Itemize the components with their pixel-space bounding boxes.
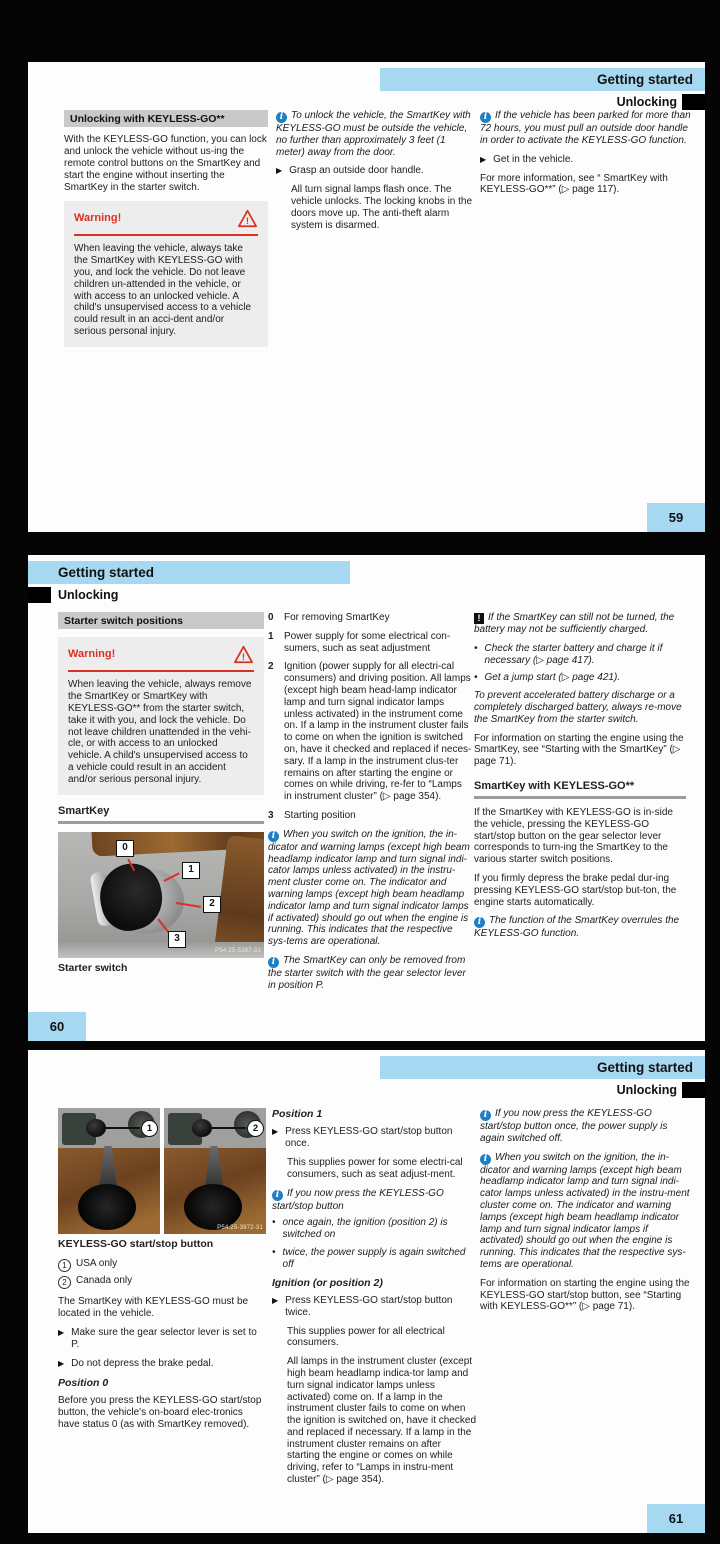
column-left bbox=[58, 612, 264, 982]
chapter-tab-marker bbox=[682, 1082, 705, 1098]
intro-paragraph: With the KEYLESS-GO function, you can lock and unlock the vehicle without us-ing the remote control buttons on the SmartKey and start the engine without inserting the SmartKey in the starter switch. bbox=[64, 134, 267, 193]
warning-body: When leaving the vehicle, always remove the SmartKey or SmartKey with KEYLESS-GO** from the starter switch, take it with you, and lock the vehicle. Do not leave children unattended in the vehi-cle, or with access to an unlocked vehicle. A child's unsupervised access to a vehicle could result in an accident and/or serious personal injury. bbox=[68, 679, 252, 785]
info-icon: i bbox=[480, 1110, 491, 1121]
figure-caption: KEYLESS-GO start/stop button bbox=[58, 1238, 214, 1250]
section-subtitle: Unlocking bbox=[616, 95, 677, 109]
callout-3: 3 bbox=[168, 931, 186, 948]
info-note: i If you now press the KEYLESS-GO start/stop button bbox=[272, 1187, 444, 1212]
instruction-step: ▶ Press KEYLESS-GO start/stop button once. bbox=[272, 1126, 453, 1150]
instruction-step: ▶ Do not depress the brake pedal. bbox=[58, 1357, 214, 1369]
warning-box bbox=[58, 637, 264, 794]
bullet-item: • once again, the ignition (position 2) is switched on bbox=[272, 1217, 448, 1241]
info-icon: i bbox=[480, 112, 491, 123]
bullet-icon: • bbox=[272, 1217, 276, 1229]
step-arrow-icon: ▶ bbox=[480, 154, 487, 164]
figure-heading: SmartKey bbox=[58, 805, 264, 824]
body-paragraph: Before you press the KEYLESS-GO start/stop button, the vehicle's on-board elec-tronics have status 0 (as with SmartKey removed). bbox=[58, 1394, 262, 1430]
chapter-header bbox=[28, 561, 350, 584]
bullet-item: • Check the starter battery and charge it if necessary (▷ page 417). bbox=[474, 642, 663, 666]
chapter-tab-marker bbox=[28, 587, 51, 603]
circled-number: 2 bbox=[58, 1276, 71, 1289]
info-icon: i bbox=[474, 917, 485, 928]
chapter-header bbox=[380, 1056, 705, 1079]
legend-item: 2 Canada only bbox=[58, 1275, 266, 1289]
column-middle bbox=[276, 110, 476, 239]
column-middle bbox=[268, 612, 472, 999]
column-right bbox=[480, 1108, 692, 1320]
step-arrow-icon: ▶ bbox=[58, 1327, 65, 1337]
instruction-step: ▶ Press KEYLESS-GO start/stop button twice. bbox=[272, 1294, 453, 1318]
info-icon: i bbox=[268, 957, 279, 968]
shifter-boot bbox=[184, 1184, 242, 1230]
step-result: All turn signal lamps flash once. The vehicle unlocks. The locking knobs in the doors move up. The anti-theft alarm system is disarmed. bbox=[291, 184, 473, 231]
warning-body: When leaving the vehicle, always take the SmartKey with KEYLESS-GO with you, and lock the vehicle. Do not leave children un-attended in the vehicle, or with access to an unlocked vehicle. A child's unsupervised access to a vehicle could result in an acci-dent and/or serious personal injury. bbox=[74, 243, 252, 337]
callout-1: 1 bbox=[182, 862, 200, 879]
chapter-title: Getting started bbox=[596, 1060, 693, 1075]
manual-page-59 bbox=[28, 62, 705, 532]
bullet-item: • Get a jump start (▷ page 421). bbox=[474, 672, 621, 684]
body-paragraph: All lamps in the instrument cluster (except high beam headlamp indica-tor lamp and turn signal indicator lamps unless activated) come on. If a lamp in the instrument cluster fails to come on when the ignition is switched on, have it checked and replaced if necessary. If a lamp in the instrument cluster remains on after starting the engine or comes on while driving, refer to “Lamps in instru-ment cluster” (▷ page 354). bbox=[287, 1356, 476, 1486]
position-heading: Position 1 bbox=[272, 1108, 323, 1120]
info-icon: i bbox=[272, 1190, 283, 1201]
section-subtitle: Unlocking bbox=[58, 588, 119, 602]
note-icon: ! bbox=[474, 613, 484, 624]
page-number: 60 bbox=[28, 1012, 86, 1041]
chapter-header bbox=[380, 68, 705, 91]
manual-page-60 bbox=[28, 555, 705, 1041]
column-left bbox=[64, 110, 268, 357]
step-arrow-icon: ▶ bbox=[272, 1127, 279, 1137]
keyless-go-photo-usa bbox=[58, 1108, 160, 1234]
info-note: i If the vehicle has been parked for more than 72 hours, you must pull an outside door handle in order to activate the KEYLESS-GO function. bbox=[480, 110, 691, 146]
position-item: 1 Power supply for some electrical con-sumers, such as seat adjustment bbox=[268, 630, 451, 654]
instruction-step: ▶ Get in the vehicle. bbox=[480, 153, 574, 165]
step-result: This supplies power for some electri-cal consumers, such as seat adjust-ment. bbox=[287, 1156, 463, 1180]
manual-page-61 bbox=[28, 1050, 705, 1533]
bullet-item: • twice, the power supply is again switched off bbox=[272, 1246, 466, 1270]
chapter-title: Getting started bbox=[596, 72, 693, 87]
info-note: i The function of the SmartKey overrules the KEYLESS-GO function. bbox=[474, 915, 680, 940]
warning-title: Warning! bbox=[68, 648, 116, 661]
chapter-title: Getting started bbox=[58, 565, 155, 580]
shifter-boot bbox=[78, 1184, 136, 1230]
chapter-tab-marker bbox=[682, 94, 705, 110]
page-number: 59 bbox=[647, 503, 705, 532]
step-arrow-icon: ▶ bbox=[58, 1358, 65, 1368]
step-arrow-icon: ▶ bbox=[276, 166, 283, 176]
bullet-icon: • bbox=[474, 642, 478, 654]
info-note: i When you switch on the ignition, the in-dicator and warning lamps (except high beam headlamp indicator lamp and turn signal indi-cator lamps unless activated) in the instru-ment cluster come on. The indicator and warning lamps (except high beam headlamp indicator lamp and turn signal indicator lamps if activated) should go out when the engine is running. This indicates that the respective sys-tems are operational. bbox=[268, 828, 470, 948]
column-right bbox=[474, 612, 686, 947]
section-title-bar: Starter switch positions bbox=[58, 612, 264, 629]
position-item: 2 Ignition (power supply for all electri-cal consumers) and driving position. All lamps (except high beam head-lamp indicator lamp and turn signal indicator lamps unless activated) in the instrument come on. If a lamp in the instrument cluster fails to come on when the ignition is switched on, have it checked and replaced if neces-sary. If a lamp in the instrument clus-ter remains on after starting the engine or comes on while driving, re-fer to “Lamps in instrument cluster” (▷ page 354). bbox=[268, 661, 472, 803]
step-arrow-icon: ▶ bbox=[272, 1295, 279, 1305]
callout-0: 0 bbox=[116, 840, 134, 857]
photo-code: P54.25-3972-31 bbox=[217, 1224, 263, 1231]
warning-title: Warning! bbox=[74, 212, 122, 225]
body-paragraph: If the SmartKey with KEYLESS-GO is in-side the vehicle, pressing the KEYLESS-GO start/stop button on the gear selector lever corresponds to turn-ing the SmartKey to the various starter switch positions. bbox=[474, 806, 673, 866]
info-note: i The SmartKey can only be removed from the starter switch with the gear selector lever in position P. bbox=[268, 954, 466, 991]
callout-2: 2 bbox=[203, 896, 221, 913]
section-title-bar: Unlocking with KEYLESS-GO** bbox=[64, 110, 268, 127]
position-heading: Position 0 bbox=[58, 1376, 109, 1389]
body-paragraph: The SmartKey with KEYLESS-GO must be located in the vehicle. bbox=[58, 1296, 249, 1320]
position-number: 3 bbox=[268, 809, 274, 821]
bullet-icon: • bbox=[474, 672, 478, 684]
bullet-icon: • bbox=[272, 1246, 276, 1258]
info-icon: i bbox=[480, 1154, 491, 1165]
instruction-step: ▶ Make sure the gear selector lever is set to P. bbox=[58, 1326, 257, 1350]
body-paragraph: If you firmly depress the brake pedal dur-ing pressing KEYLESS-GO start/stop but-ton, the engine starts automatically. bbox=[474, 872, 677, 908]
cross-reference: For information on starting the engine using the KEYLESS-GO start/stop button, see “Starting with KEYLESS-GO**” (▷ page 71). bbox=[480, 1277, 690, 1313]
info-note: i If you now press the KEYLESS-GO start/stop button once, the power supply is again switched off. bbox=[480, 1108, 668, 1144]
callout-line bbox=[104, 1127, 140, 1129]
info-icon: i bbox=[268, 831, 279, 842]
position-heading: Ignition (or position 2) bbox=[272, 1276, 383, 1289]
circled-number: 1 bbox=[58, 1259, 71, 1272]
keyless-go-photo-canada bbox=[164, 1108, 266, 1234]
cross-reference: For information on starting the engine using the SmartKey, see “Starting with the SmartKey” (▷ page 71). bbox=[474, 732, 684, 768]
info-icon: i bbox=[276, 112, 287, 123]
position-number: 0 bbox=[268, 612, 274, 623]
warning-triangle-icon bbox=[233, 645, 254, 664]
column-left bbox=[58, 1108, 266, 1437]
svg-text:!: ! bbox=[245, 216, 250, 228]
svg-text:!: ! bbox=[241, 652, 246, 664]
warning-triangle-icon bbox=[237, 209, 258, 228]
step-result: This supplies power for all electrical consumers. bbox=[287, 1325, 445, 1349]
starter-switch-photo bbox=[58, 832, 264, 958]
position-number: 1 bbox=[268, 630, 274, 642]
legend-item: 1 USA only bbox=[58, 1258, 266, 1272]
column-right bbox=[480, 110, 694, 203]
callout-2: 2 bbox=[247, 1120, 264, 1137]
page-number: 61 bbox=[647, 1504, 705, 1533]
subsection-heading: SmartKey with KEYLESS-GO** bbox=[474, 780, 686, 799]
cross-reference: For more information, see “ SmartKey with KEYLESS-GO**” (▷ page 117). bbox=[480, 172, 668, 196]
info-note: i When you switch on the ignition, the in-dicator and warning lamps (except high beam headlamp indicator lamp and turn signal indi-cator lamps unless activated) in the instru-ment cluster come on. The indicator and warning lamps (except high beam headlamp indicator lamp and turn signal indicator lamps if activated) should go out when the engine is running. This indicates that the respective sys-tems are operational. bbox=[480, 1151, 690, 1270]
callout-line bbox=[210, 1127, 246, 1129]
column-middle bbox=[272, 1108, 476, 1493]
start-stop-button bbox=[86, 1119, 106, 1137]
section-subtitle: Unlocking bbox=[616, 1083, 677, 1097]
start-stop-button bbox=[192, 1119, 212, 1137]
info-note: i To unlock the vehicle, the SmartKey with KEYLESS-GO must be outside the vehicle, no further than approximately 3 feet (1 meter) away from the door. bbox=[276, 110, 471, 158]
figure-caption: Starter switch bbox=[58, 961, 128, 974]
photo-code: P54.25-5387-31 bbox=[215, 948, 261, 955]
position-number: 2 bbox=[268, 661, 274, 673]
position-item: 0 For removing SmartKey bbox=[268, 612, 390, 623]
attention-note: ! If the SmartKey can still not be turned, the battery may not be sufficiently charged. bbox=[474, 612, 675, 635]
warning-box bbox=[64, 201, 268, 346]
instruction-step: ▶ Grasp an outside door handle. bbox=[276, 165, 424, 177]
keyless-go-button-photos bbox=[58, 1108, 266, 1234]
position-item: 3 Starting position bbox=[268, 809, 356, 821]
callout-1: 1 bbox=[141, 1120, 158, 1137]
italic-note: To prevent accelerated battery discharge or a completely discharged battery, always re-move the SmartKey from the starter switch. bbox=[474, 690, 682, 725]
